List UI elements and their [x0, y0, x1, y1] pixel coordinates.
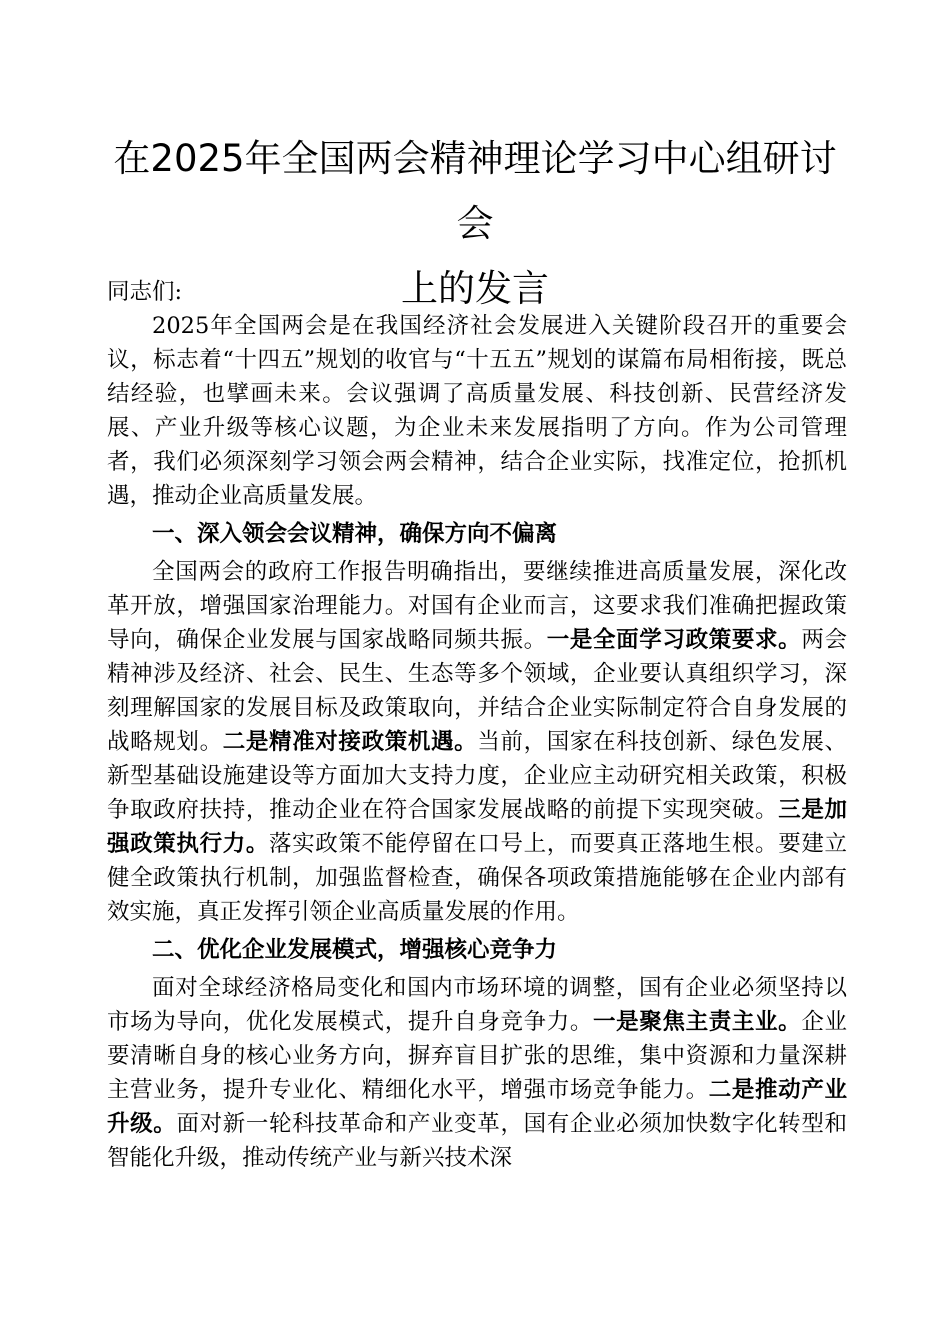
section-2-intro: 面对全球经济格局变化和国内市场环境的调整，国有企业必须坚持以市场为导向，优化发展模式，提升自身竞争力。: [107, 975, 847, 1035]
section-1-point-1-text: 两会精神涉及经济、社会、民生、生态等多个领域，企业要认真组织学习，深刻理解国家的发展目标及政策取向，并结合企业实际制定符合自身发展的战略规划。: [107, 627, 847, 755]
section-1-point-1-title: 一是全面学习政策要求。: [546, 627, 802, 653]
section-2-paragraph: [107, 971, 847, 1175]
section-2-point-1-title: 一是聚焦主责主业。: [593, 1009, 802, 1035]
intro-paragraph: 2025年全国两会是在我国经济社会发展进入关键阶段召开的重要会议，标志着“十四五”规划的收官与“十五五”规划的谋篇布局相衔接，既总结经验，也擘画未来。会议强调了高质量发展、科技创新、民营经济发展、产业升级等核心议题，为企业未来发展指明了方向。作为公司管理者，我们必须深刻学习领会两会精神，结合企业实际，找准定位，抢抓机遇，推动企业高质量发展。: [107, 313, 847, 509]
section-1-point-2-text: 当前，国家在科技创新、绿色发展、新型基础设施建设等方面加大支持力度，企业应主动研究相关政策，积极争取政府扶持，推动企业在符合国家发展战略的前提下实现突破。: [107, 729, 847, 823]
section-1-point-3-text: 落实政策不能停留在口号上，而要真正落地生根。要建立健全政策执行机制，加强监督检查，确保各项政策措施能够在企业内部有效实施，真正发挥引领企业高质量发展的作用。: [107, 831, 847, 925]
title-line-1: 在2025年全国两会精神理论学习中心组研讨会: [113, 137, 837, 245]
title-line-2: 上的发言: [401, 267, 549, 310]
section-2-point-2-title: 二是推动产业升级。: [107, 1077, 847, 1137]
section-1-point-2-title: 二是精准对接政策机遇。: [222, 729, 478, 755]
section-1-point-3-title: 三是加强政策执行力。: [107, 797, 847, 857]
section-1-heading: 一、深入领会会议精神，确保方向不偏离: [152, 521, 558, 547]
salutation: 同志们:: [107, 279, 183, 305]
section-1-paragraph: [107, 555, 847, 929]
section-2-heading: 二、优化企业发展模式，增强核心竞争力: [152, 937, 558, 963]
section-2-point-2-text: 面对新一轮科技革命和产业变革，国有企业必须加快数字化转型和智能化升级，推动传统产业与新兴技术深: [107, 1111, 847, 1171]
section-2-point-1-text: 企业要清晰自身的核心业务方向，摒弃盲目扩张的思维，集中资源和力量深耕主营业务，提升专业化、精细化水平，增强市场竞争能力。: [107, 1009, 847, 1103]
section-1-intro: 全国两会的政府工作报告明确指出，要继续推进高质量发展，深化改革开放，增强国家治理能力。对国有企业而言，这要求我们准确把握政策导向，确保企业发展与国家战略同频共振。: [107, 559, 847, 653]
document-body: [107, 275, 847, 1175]
